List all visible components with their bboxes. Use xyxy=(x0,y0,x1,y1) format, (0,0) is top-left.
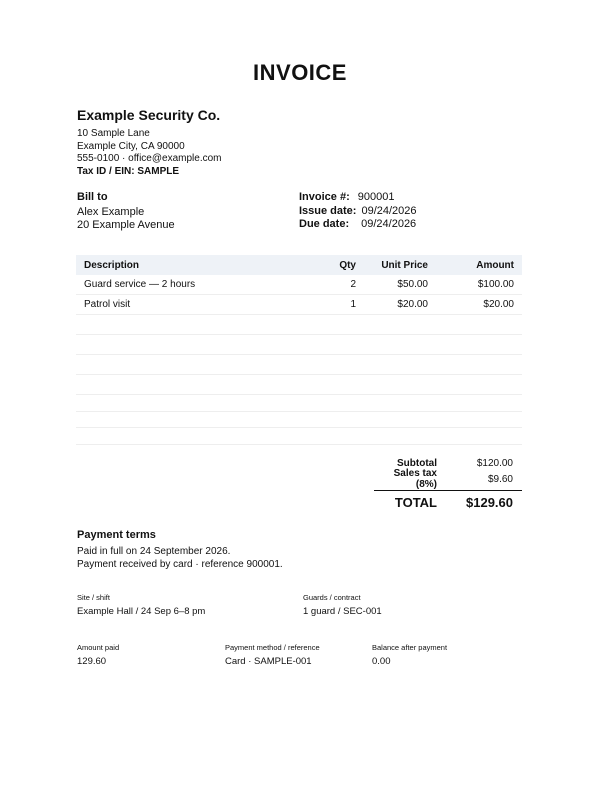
empty-row xyxy=(76,395,522,412)
empty-row xyxy=(76,315,522,335)
company-tax-id: Tax ID / EIN: SAMPLE xyxy=(77,165,180,177)
totals-block xyxy=(374,455,522,512)
due-date-row xyxy=(299,218,417,232)
table-row xyxy=(76,275,522,295)
invoice-number-label: Invoice #: xyxy=(299,191,350,203)
empty-row xyxy=(76,335,522,355)
payment-method-label: Payment method / reference xyxy=(225,643,320,652)
site-shift-field xyxy=(77,593,205,617)
tax-value: $9.60 xyxy=(487,473,513,485)
company-name: Example Security Co. xyxy=(77,107,221,123)
bill-to-name: Alex Example xyxy=(77,206,145,218)
bill-to-label: Bill to xyxy=(77,191,108,203)
payment-method-field xyxy=(225,643,320,667)
totals-divider xyxy=(374,490,522,491)
total-row xyxy=(374,492,522,512)
invoice-number-value: 900001 xyxy=(357,191,395,203)
row-amount: $20.00 xyxy=(483,299,514,310)
tax-label: Sales tax (8%) xyxy=(393,468,437,490)
bill-to-address: 20 Example Avenue xyxy=(77,219,175,231)
due-date-label: Due date: xyxy=(299,218,350,230)
row-qty: 1 xyxy=(350,299,356,310)
empty-row xyxy=(76,428,522,445)
header-qty: Qty xyxy=(339,259,356,271)
bill-to-block xyxy=(77,191,175,232)
row-unit-price: $20.00 xyxy=(397,299,428,310)
guards-contract-label: Guards / contract xyxy=(303,593,361,602)
issue-date-label: Issue date: xyxy=(299,204,357,217)
guards-contract-value: 1 guard / SEC-001 xyxy=(303,606,382,617)
amount-paid-field xyxy=(77,643,119,667)
line-items-table xyxy=(76,255,522,445)
total-label: TOTAL xyxy=(394,494,437,510)
empty-row xyxy=(76,375,522,395)
company-address-line-1: 10 Sample Lane xyxy=(77,128,150,139)
balance-label: Balance after payment xyxy=(372,643,448,652)
company-contact: 555-0100 · office@example.com xyxy=(77,153,222,164)
total-value: $129.60 xyxy=(466,494,513,510)
site-shift-value: Example Hall / 24 Sep 6–8 pm xyxy=(77,606,206,617)
row-qty: 2 xyxy=(350,279,356,290)
balance-value: 0.00 xyxy=(372,656,391,667)
site-shift-label: Site / shift xyxy=(77,593,110,602)
payment-terms-label: Payment terms xyxy=(77,529,156,541)
amount-paid-value: 129.60 xyxy=(77,656,107,667)
payment-method-value: Card · SAMPLE-001 xyxy=(225,656,312,667)
row-description: Patrol visit xyxy=(84,299,131,310)
invoice-title: INVOICE xyxy=(253,60,347,85)
payment-terms-line-1: Paid in full on 24 September 2026. xyxy=(77,546,231,557)
empty-row xyxy=(76,355,522,375)
payment-terms-line-2: Payment received by card · reference 900001. xyxy=(77,559,283,570)
empty-row xyxy=(76,412,522,429)
header-description: Description xyxy=(84,259,140,271)
due-date-value: 09/24/2026 xyxy=(361,218,417,230)
guards-contract-field xyxy=(303,593,382,617)
row-unit-price: $50.00 xyxy=(397,279,428,290)
table-row xyxy=(76,295,522,315)
subtotal-label: Subtotal xyxy=(397,457,437,469)
amount-paid-label: Amount paid xyxy=(77,643,120,652)
subtotal-value: $120.00 xyxy=(476,457,513,469)
balance-field xyxy=(372,643,447,667)
company-block xyxy=(77,107,222,178)
tax-row xyxy=(374,468,522,490)
row-amount: $100.00 xyxy=(477,279,514,290)
issue-date-value: 09/24/2026 xyxy=(361,204,417,217)
row-description: Guard service — 2 hours xyxy=(84,279,196,290)
header-amount: Amount xyxy=(476,259,514,271)
header-unit-price: Unit Price xyxy=(381,259,428,271)
issue-date-row xyxy=(299,205,417,219)
table-header xyxy=(76,255,522,275)
company-address-line-2: Example City, CA 90000 xyxy=(77,140,185,152)
payment-terms-block xyxy=(77,529,283,571)
invoice-number-row xyxy=(299,191,417,205)
invoice-meta xyxy=(299,191,417,232)
